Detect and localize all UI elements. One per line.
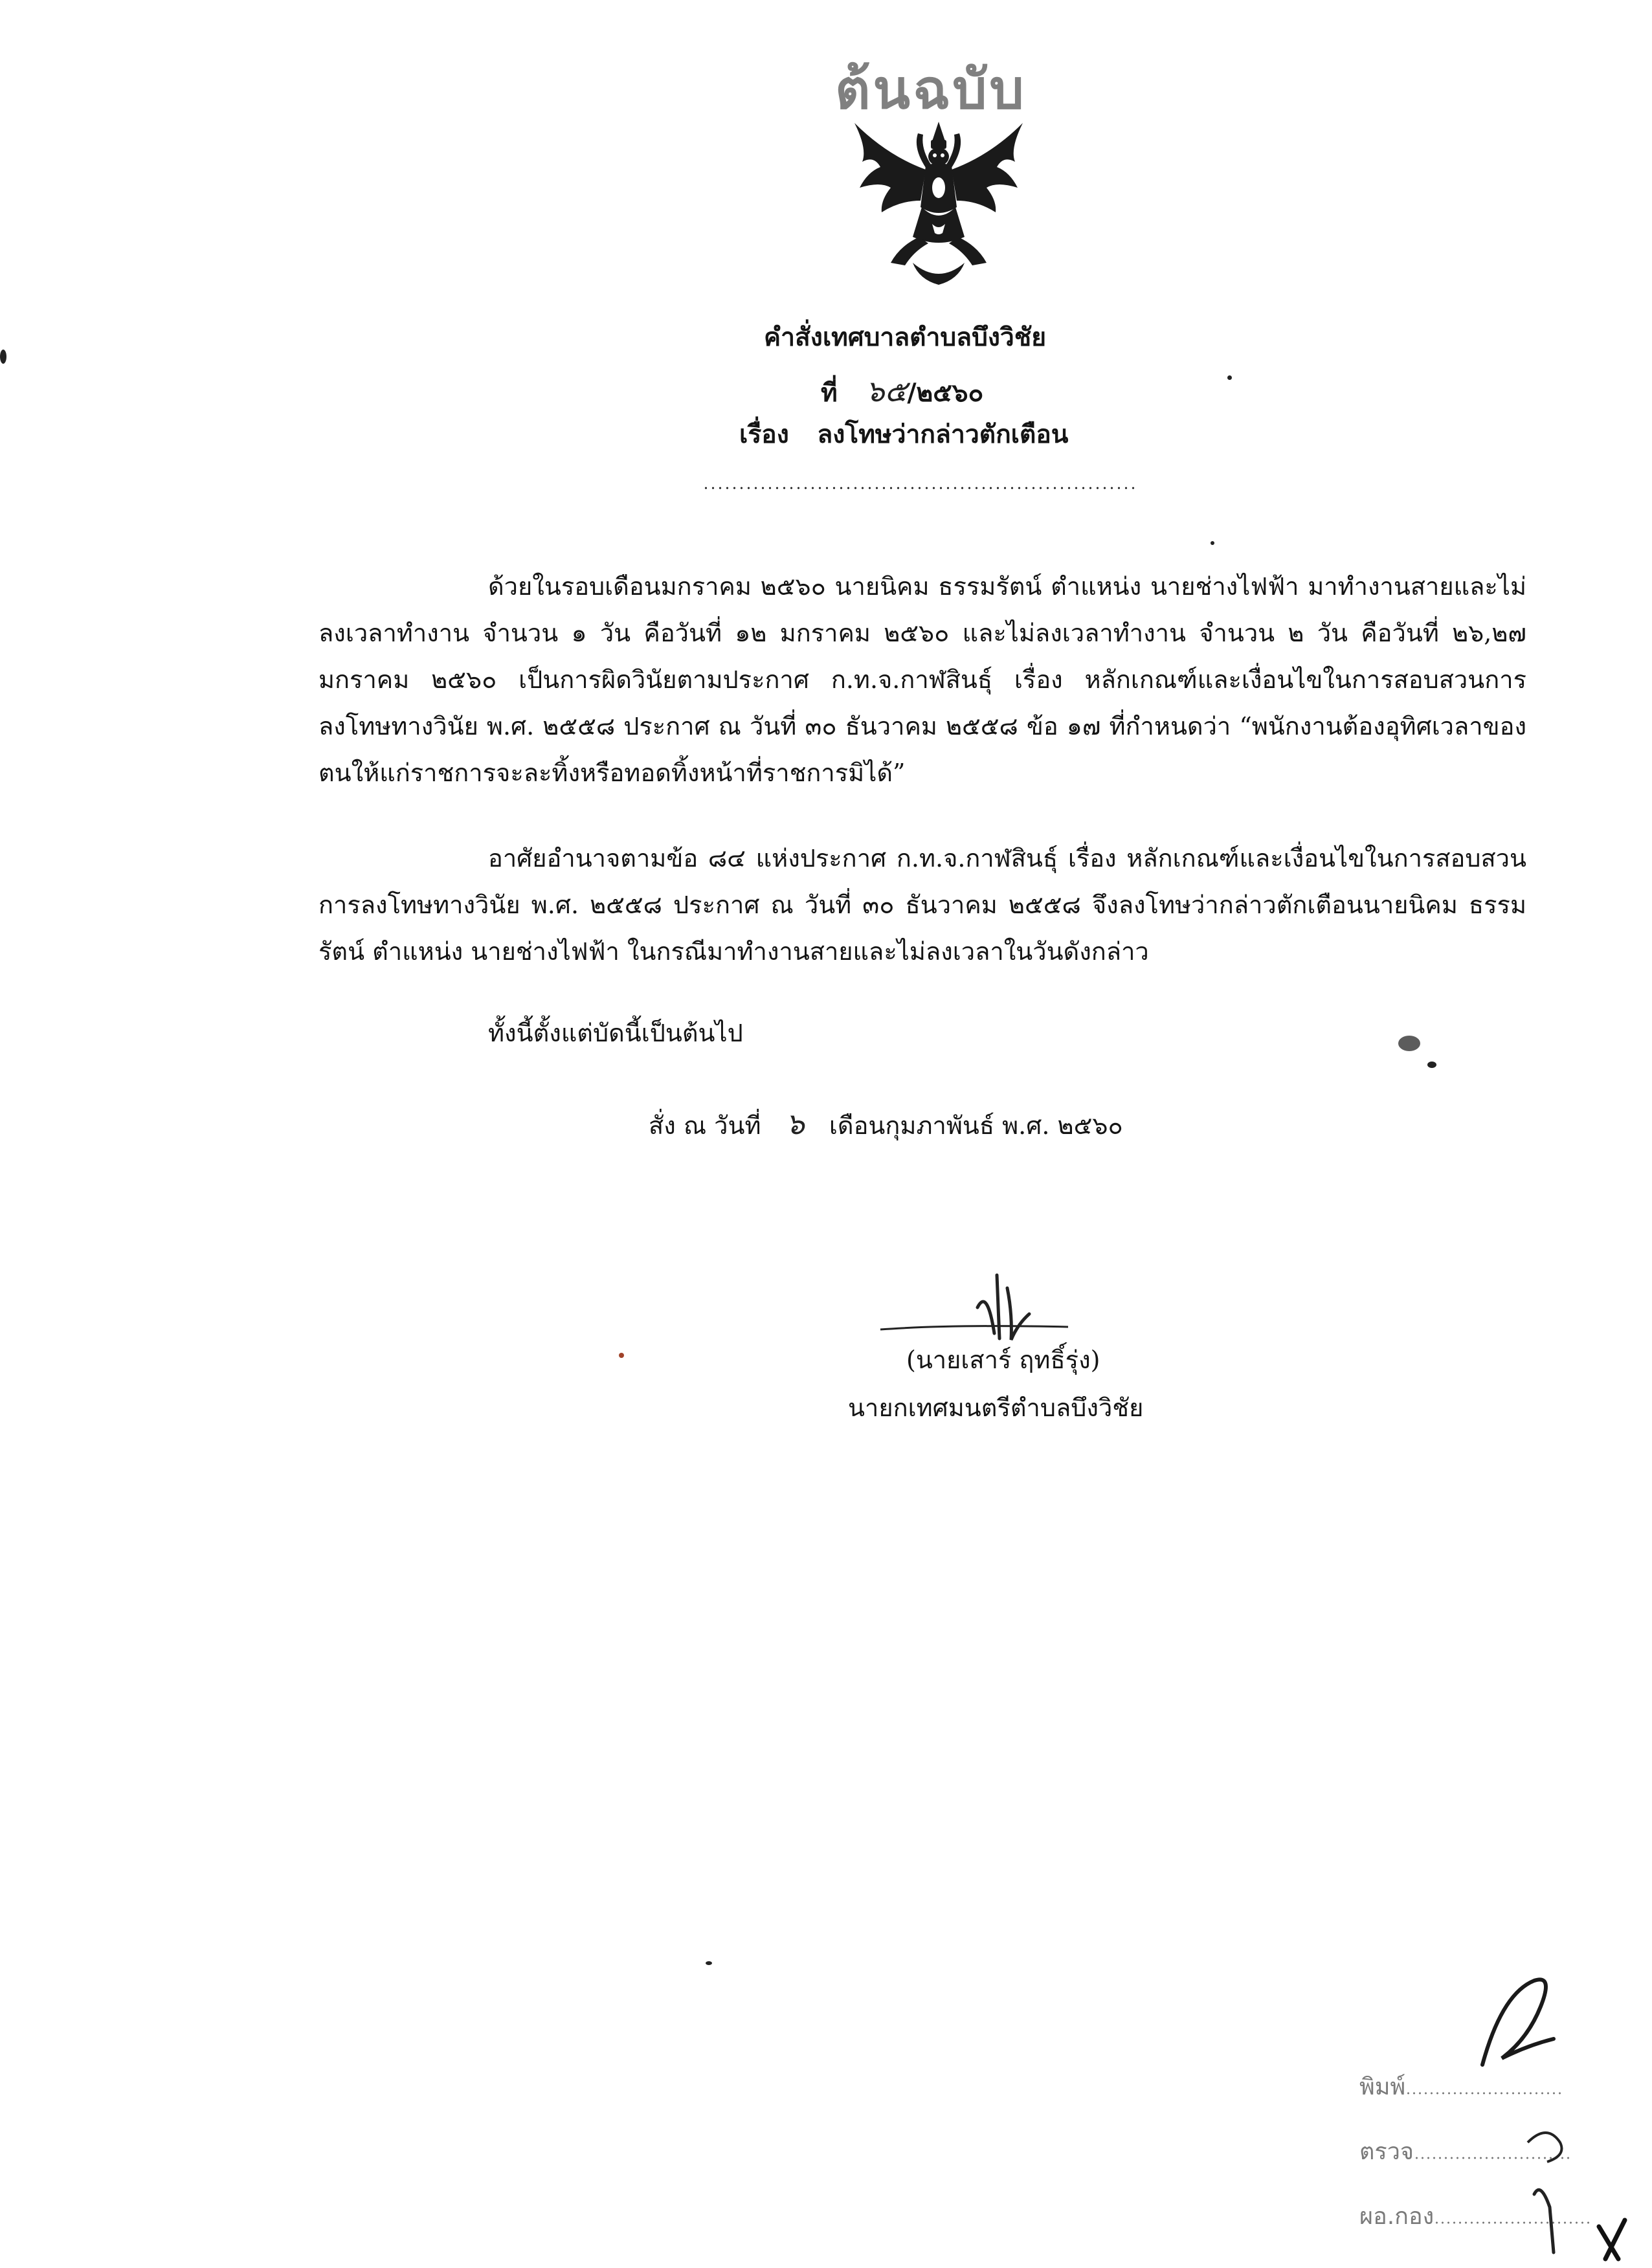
order-date [649, 1100, 1123, 1148]
initials-marks-icon [1521, 2117, 1638, 2265]
scan-speck [1427, 1062, 1436, 1068]
scan-speck [706, 1961, 712, 1965]
date-day-handwritten: ๖ [785, 1106, 805, 1141]
stamp-row-typed-label: พิมพ์ [1359, 2074, 1406, 2100]
scan-speck [1227, 375, 1232, 380]
signer-name: (นายเสาร์ ฤทธิ์รุ่ง) [906, 1346, 1100, 1374]
original-copy-stamp: ต้นฉบับ [835, 58, 1027, 121]
date-prefix: สั่ง ณ วันที่ [649, 1111, 761, 1140]
initials-signature-icon [1463, 1968, 1567, 2078]
date-suffix: เดือนกุมภาพันธ์ พ.ศ. ๒๕๖๐ [829, 1111, 1123, 1140]
dotted-separator [702, 487, 1136, 489]
garuda-emblem-icon [829, 110, 1049, 291]
signer-position: นายกเทศมนตรีตำบลบึงวิชัย [848, 1394, 1144, 1422]
order-title: คำสั่งเทศบาลตำบลบึงวิชัย [764, 322, 1047, 352]
paragraph-2-text: อาศัยอำนาจตามข้อ ๘๔ แห่งประกาศ ก.ท.จ.กาฬสินธุ์ เรื่อง หลักเกณฑ์และเงื่อนไขในการสอบสวนการลงโทษทางวินัย พ.ศ. ๒๕๕๘ ประกาศ ณ วันที่ ๓๐ ธันวาคม ๒๕๕๘ จึงลงโทษว่ากล่าวตักเตือนนายนิคม ธรรมรัตน์ ตำแหน่ง นายช่างไฟฟ้า ในกรณีมาทำงานสายและไม่ลงเวลาในวันดังกล่าว [318, 844, 1526, 966]
body-paragraph-2 [318, 835, 1526, 975]
paragraph-1-text: ด้วยในรอบเดือนมกราคม ๒๕๖๐ นายนิคม ธรรมรัตน์ ตำแหน่ง นายช่างไฟฟ้า มาทำงานสายและไม่ลงเวลาทำงาน จำนวน ๑ วัน คือวันที่ ๑๒ มกราคม ๒๕๖๐ และไม่ลงเวลาทำงาน จำนวน ๒ วัน คือวันที่ ๒๖,๒๗ มกราคม ๒๕๖๐ เป็นการผิดวินัยตามประกาศ ก.ท.จ.กาฬสินธุ์ เรื่อง หลักเกณฑ์และเงื่อนไขในการสอบสวนการลงโทษทางวินัย พ.ศ. ๒๕๕๘ ประกาศ ณ วันที่ ๓๐ ธันวาคม ๒๕๕๘ ข้อ ๑๗ ที่กำหนดว่า “พนักงานต้องอุทิศเวลาของตนให้แก่ราชการจะละทิ้งหรือทอดทิ้งหน้าที่ราชการมิได้” [318, 572, 1526, 787]
scan-speck [0, 350, 6, 364]
scan-speck [1211, 541, 1214, 545]
stamp-row-typed [1359, 2068, 1561, 2105]
subject-label: เรื่อง [739, 419, 789, 449]
order-number-handwritten: ๖๕ [865, 373, 908, 408]
order-number-suffix: /๒๕๖๐ [907, 378, 984, 408]
order-number-prefix: ที่ [821, 378, 838, 408]
handwritten-signature [874, 1262, 1120, 1353]
scan-speck [1398, 1036, 1420, 1051]
order-number [821, 368, 983, 415]
body-paragraph-3: ทั้งนี้ตั้งแต่บัดนี้เป็นต้นไป [488, 1019, 743, 1047]
order-subject [739, 414, 1068, 454]
subject-text: ลงโทษว่ากล่าวตักเตือน [817, 419, 1069, 449]
stamp-row-director-label: ผอ.กอง [1359, 2203, 1434, 2230]
body-paragraph-1 [318, 563, 1526, 796]
scan-speck [619, 1353, 624, 1358]
routing-stamp [1346, 1968, 1652, 2268]
stamp-row-checked-label: ตรวจ [1359, 2139, 1414, 2165]
